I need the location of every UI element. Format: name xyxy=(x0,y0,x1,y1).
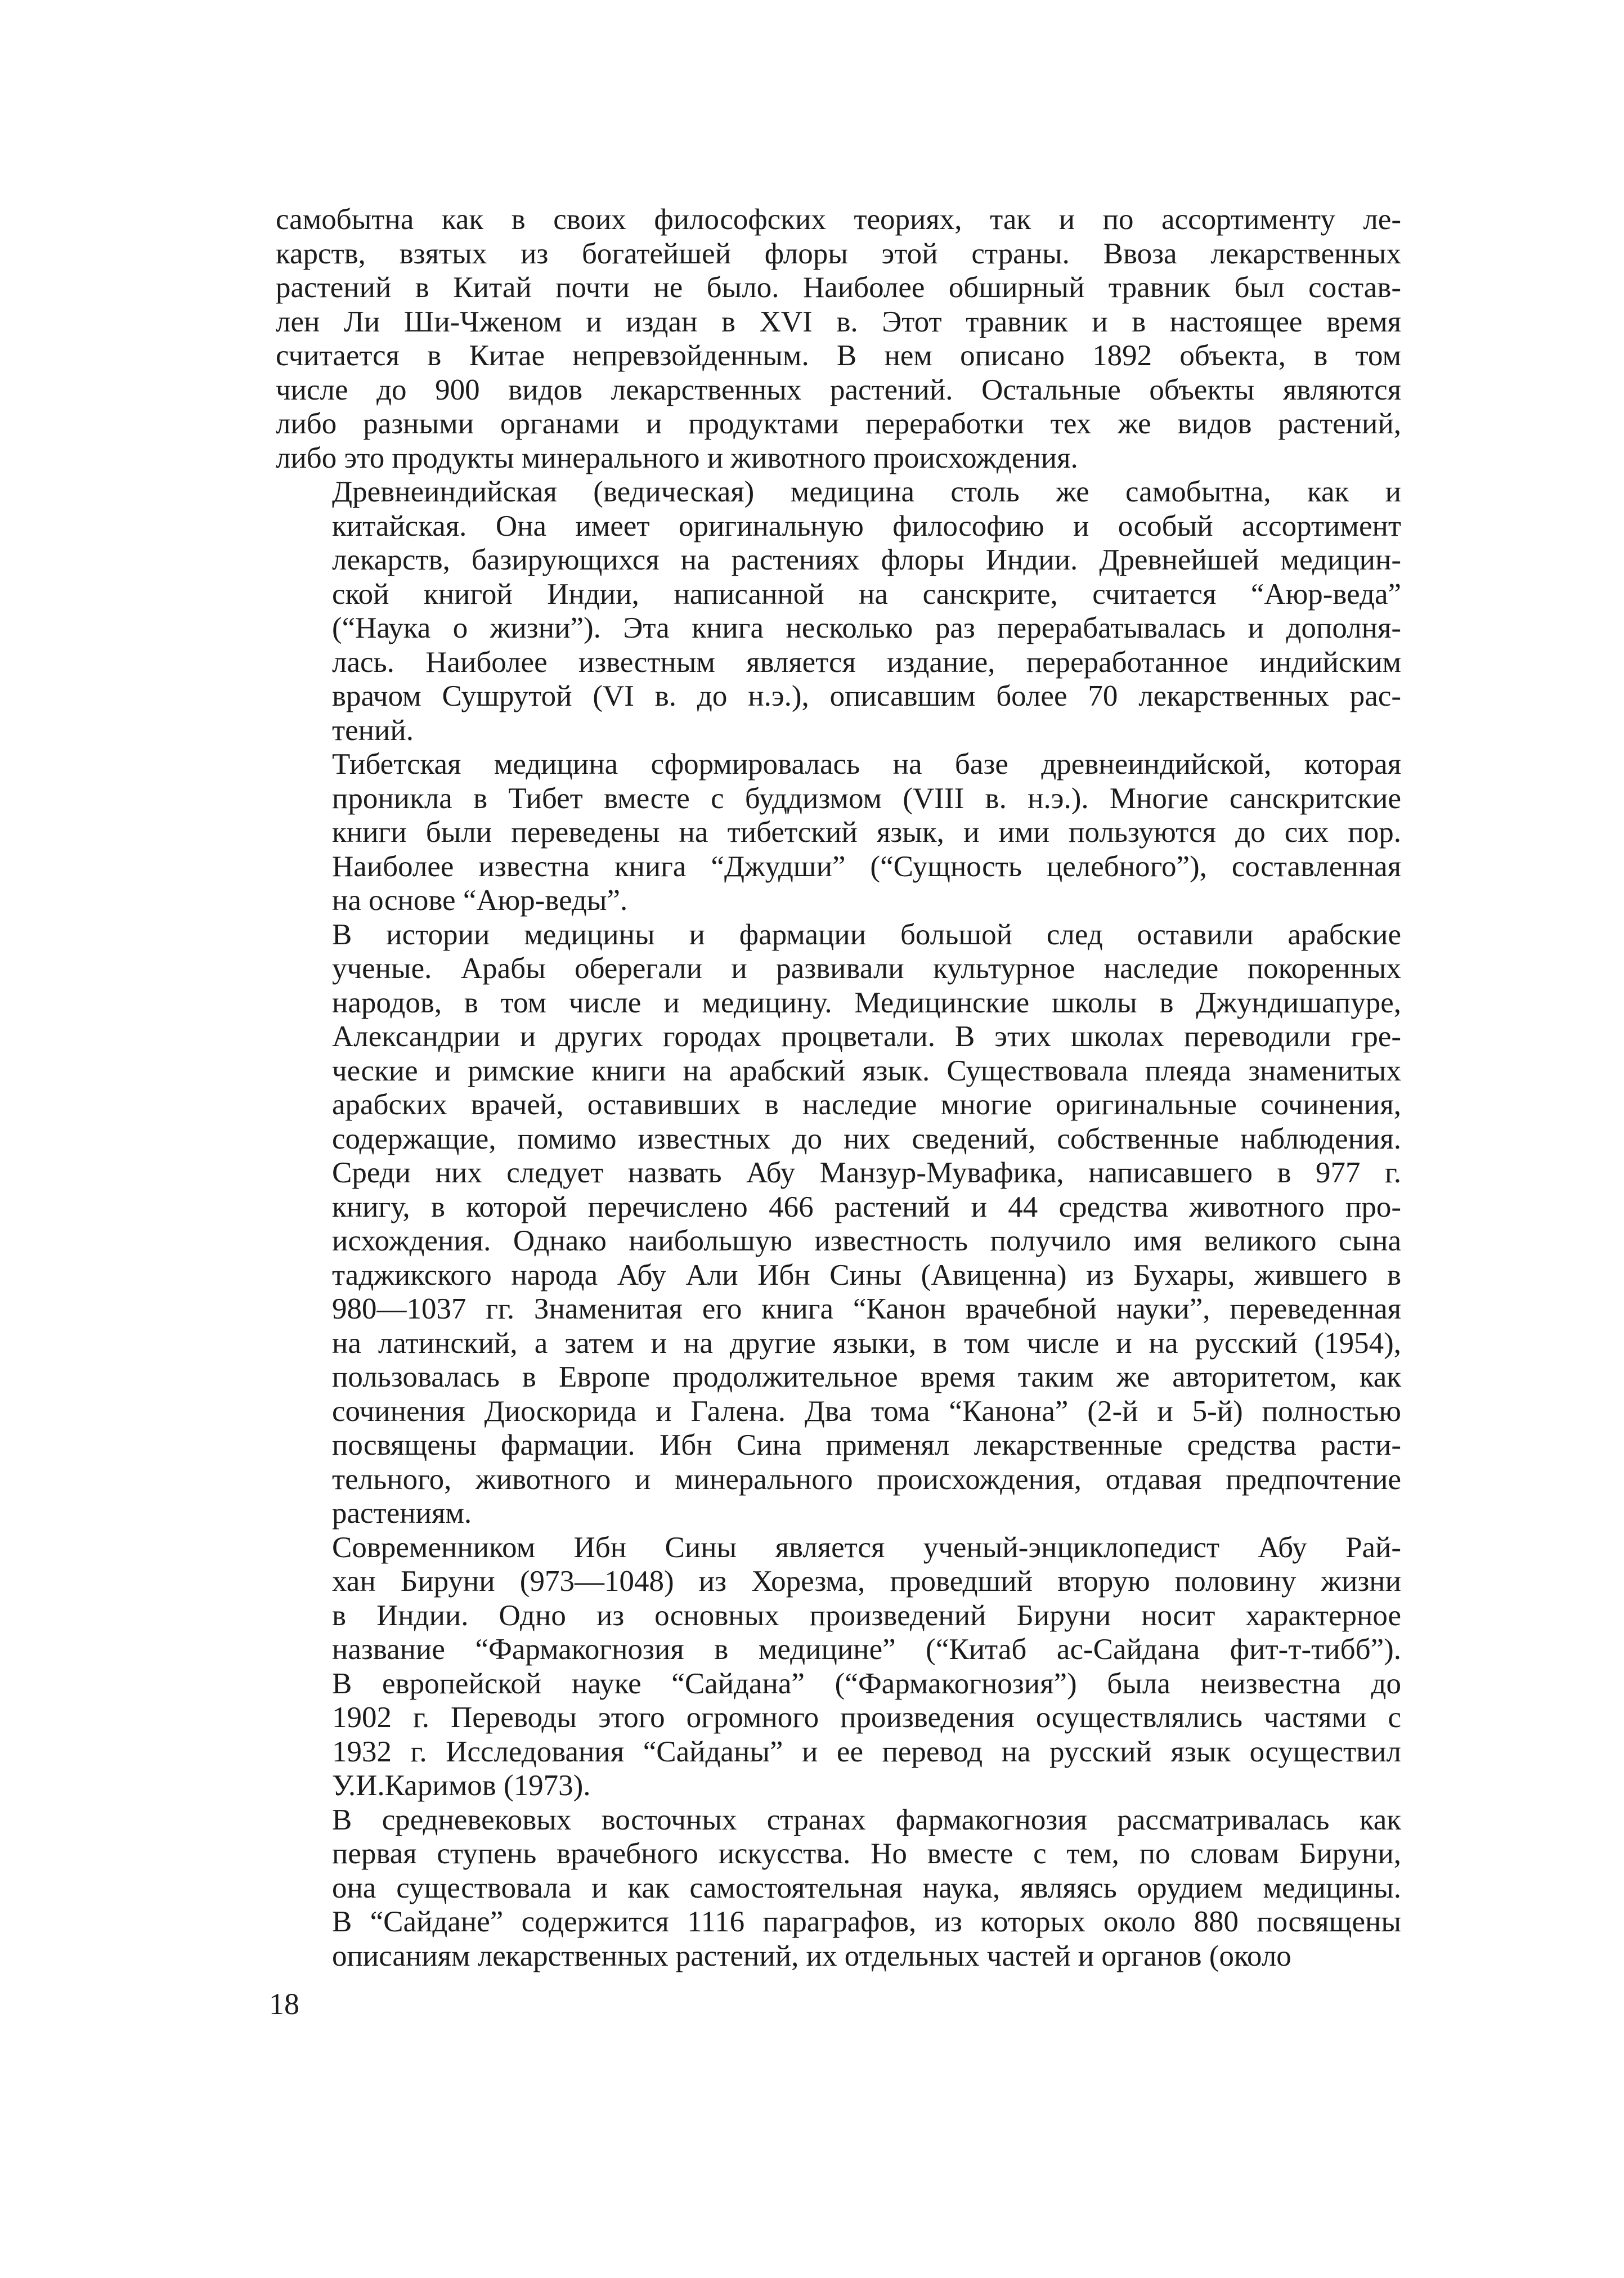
text-line: таджикского народа Абу Али Ибн Сины (Авиценна) из Бухары, жившего в xyxy=(332,1258,1401,1292)
text-line: тений. xyxy=(332,714,414,747)
body-text xyxy=(276,203,1401,1973)
text-line: Наиболее известна книга “Джудши” (“Сущность целебного”), составленная xyxy=(332,850,1401,883)
text-line: пользовалась в Европе продолжительное время таким же авторитетом, как xyxy=(332,1361,1401,1393)
paragraph xyxy=(276,1531,1401,1803)
text-line: врачом Сушрутой (VI в. до н.э.), описавшим более 70 лекарственных рас- xyxy=(332,680,1401,712)
text-line: В “Сайдане” содержится 1116 параграфов, из которых около 880 посвящены xyxy=(332,1905,1401,1938)
text-line: либо разными органами и продуктами переработки тех же видов растений, xyxy=(276,407,1401,440)
text-line: считается в Китае непревзойденным. В нем описано 1892 объекта, в том xyxy=(276,339,1401,372)
text-line: лен Ли Ши-Чженом и издан в XVI в. Этот травник и в настоящее время xyxy=(276,305,1401,338)
text-line: В истории медицины и фармации большой след оставили арабские xyxy=(332,918,1401,951)
text-line: книги были переведены на тибетский язык, и ими пользуются до сих пор. xyxy=(332,816,1401,849)
text-line: В средневековых восточных странах фармакогнозия рассматривалась как xyxy=(332,1803,1401,1836)
text-line: У.И.Каримов (1973). xyxy=(332,1769,591,1802)
paragraph xyxy=(276,747,1401,918)
paragraph xyxy=(276,1803,1401,1974)
text-line: на основе “Аюр-веды”. xyxy=(332,884,628,917)
page-number: 18 xyxy=(269,1987,299,2021)
text-line: лась. Наиболее известным является издание, переработанное индийским xyxy=(332,645,1401,679)
text-line: 1932 г. Исследования “Сайданы” и ее перевод на русский язык осуществил xyxy=(332,1735,1401,1768)
text-line: она существовала и как самостоятельная наука, являясь орудием медицины. xyxy=(332,1871,1401,1904)
text-line: В европейской науке “Сайдана” (“Фармакогнозия”) была неизвестна до xyxy=(332,1667,1401,1700)
text-line: арабских врачей, оставивших в наследие многие оригинальные сочинения, xyxy=(332,1088,1401,1121)
text-line: Тибетская медицина сформировалась на базе древнеиндийской, которая xyxy=(332,748,1401,781)
text-line: (“Наука о жизни”). Эта книга несколько раз перерабатывалась и дополня- xyxy=(332,612,1401,644)
text-line: числе до 900 видов лекарственных растений. Остальные объекты являются xyxy=(276,373,1401,406)
text-line: первая ступень врачебного искусства. Но вместе с тем, по словам Бируни, xyxy=(332,1837,1401,1870)
text-line: исхождения. Однако наибольшую известность получило имя великого сына xyxy=(332,1225,1401,1257)
paragraph xyxy=(276,203,1401,475)
text-line: Среди них следует назвать Абу Манзур-Мувафика, написавшего в 977 г. xyxy=(332,1156,1401,1189)
paragraph xyxy=(276,475,1401,747)
text-line: лекарств, базирующихся на растениях флоры Индии. Древнейшей медицин- xyxy=(332,544,1401,576)
text-line: книгу, в которой перечислено 466 растений и 44 средства животного про- xyxy=(332,1190,1401,1223)
text-line: китайская. Она имеет оригинальную философию и особый ассортимент xyxy=(332,509,1401,542)
text-line: Современником Ибн Сины является ученый-энциклопедист Абу Рай- xyxy=(332,1531,1401,1564)
text-line: хан Бируни (973—1048) из Хорезма, проведший вторую половину жизни xyxy=(332,1565,1401,1598)
text-line: ческие и римские книги на арабский язык. Существовала плеяда знаменитых xyxy=(332,1054,1401,1087)
text-line: народов, в том числе и медицину. Медицинские школы в Джундишапуре, xyxy=(332,986,1401,1019)
text-line: название “Фармакогнозия в медицине” (“Китаб ас-Сайдана фит-т-тибб”). xyxy=(332,1633,1401,1666)
text-line: либо это продукты минерального и животного происхождения. xyxy=(276,441,1078,474)
text-line: карств, взятых из богатейшей флоры этой страны. Ввоза лекарственных xyxy=(276,237,1401,270)
paragraph xyxy=(276,918,1401,1531)
text-line: проникла в Тибет вместе с буддизмом (VIII в. н.э.). Многие санскритские xyxy=(332,782,1401,815)
text-line: содержащие, помимо известных до них сведений, собственные наблюдения. xyxy=(332,1122,1401,1155)
text-line: 980—1037 гг. Знаменитая его книга “Канон врачебной науки”, переведенная xyxy=(332,1293,1401,1325)
text-line: в Индии. Одно из основных произведений Бируни носит характерное xyxy=(332,1599,1401,1632)
text-line: посвящены фармации. Ибн Сина применял лекарственные средства расти- xyxy=(332,1429,1401,1461)
text-line: описаниям лекарственных растений, их отдельных частей и органов (около xyxy=(332,1939,1291,1972)
text-line: тельного, животного и минерального происхождения, отдавая предпочтение xyxy=(332,1463,1401,1496)
text-line: самобытна как в своих философских теориях, так и по ассортименту ле- xyxy=(276,203,1401,236)
text-line: растений в Китай почти не было. Наиболее обширный травник был состав- xyxy=(276,271,1401,304)
text-line: ученые. Арабы оберегали и развивали культурное наследие покоренных xyxy=(332,952,1401,985)
text-line: Александрии и других городах процветали. В этих школах переводили гре- xyxy=(332,1020,1401,1053)
text-line: ской книгой Индии, написанной на санскрите, считается “Аюр-веда” xyxy=(332,577,1401,611)
text-line: Древнеиндийская (ведическая) медицина столь же самобытна, как и xyxy=(332,476,1401,508)
text-line: растениям. xyxy=(332,1497,472,1530)
text-line: 1902 г. Переводы этого огромного произведения осуществлялись частями с xyxy=(332,1701,1401,1734)
text-line: на латинский, а затем и на другие языки, в том числе и на русский (1954), xyxy=(332,1326,1401,1360)
text-line: сочинения Диоскорида и Галена. Два тома “Канона” (2-й и 5-й) полностью xyxy=(332,1394,1401,1428)
